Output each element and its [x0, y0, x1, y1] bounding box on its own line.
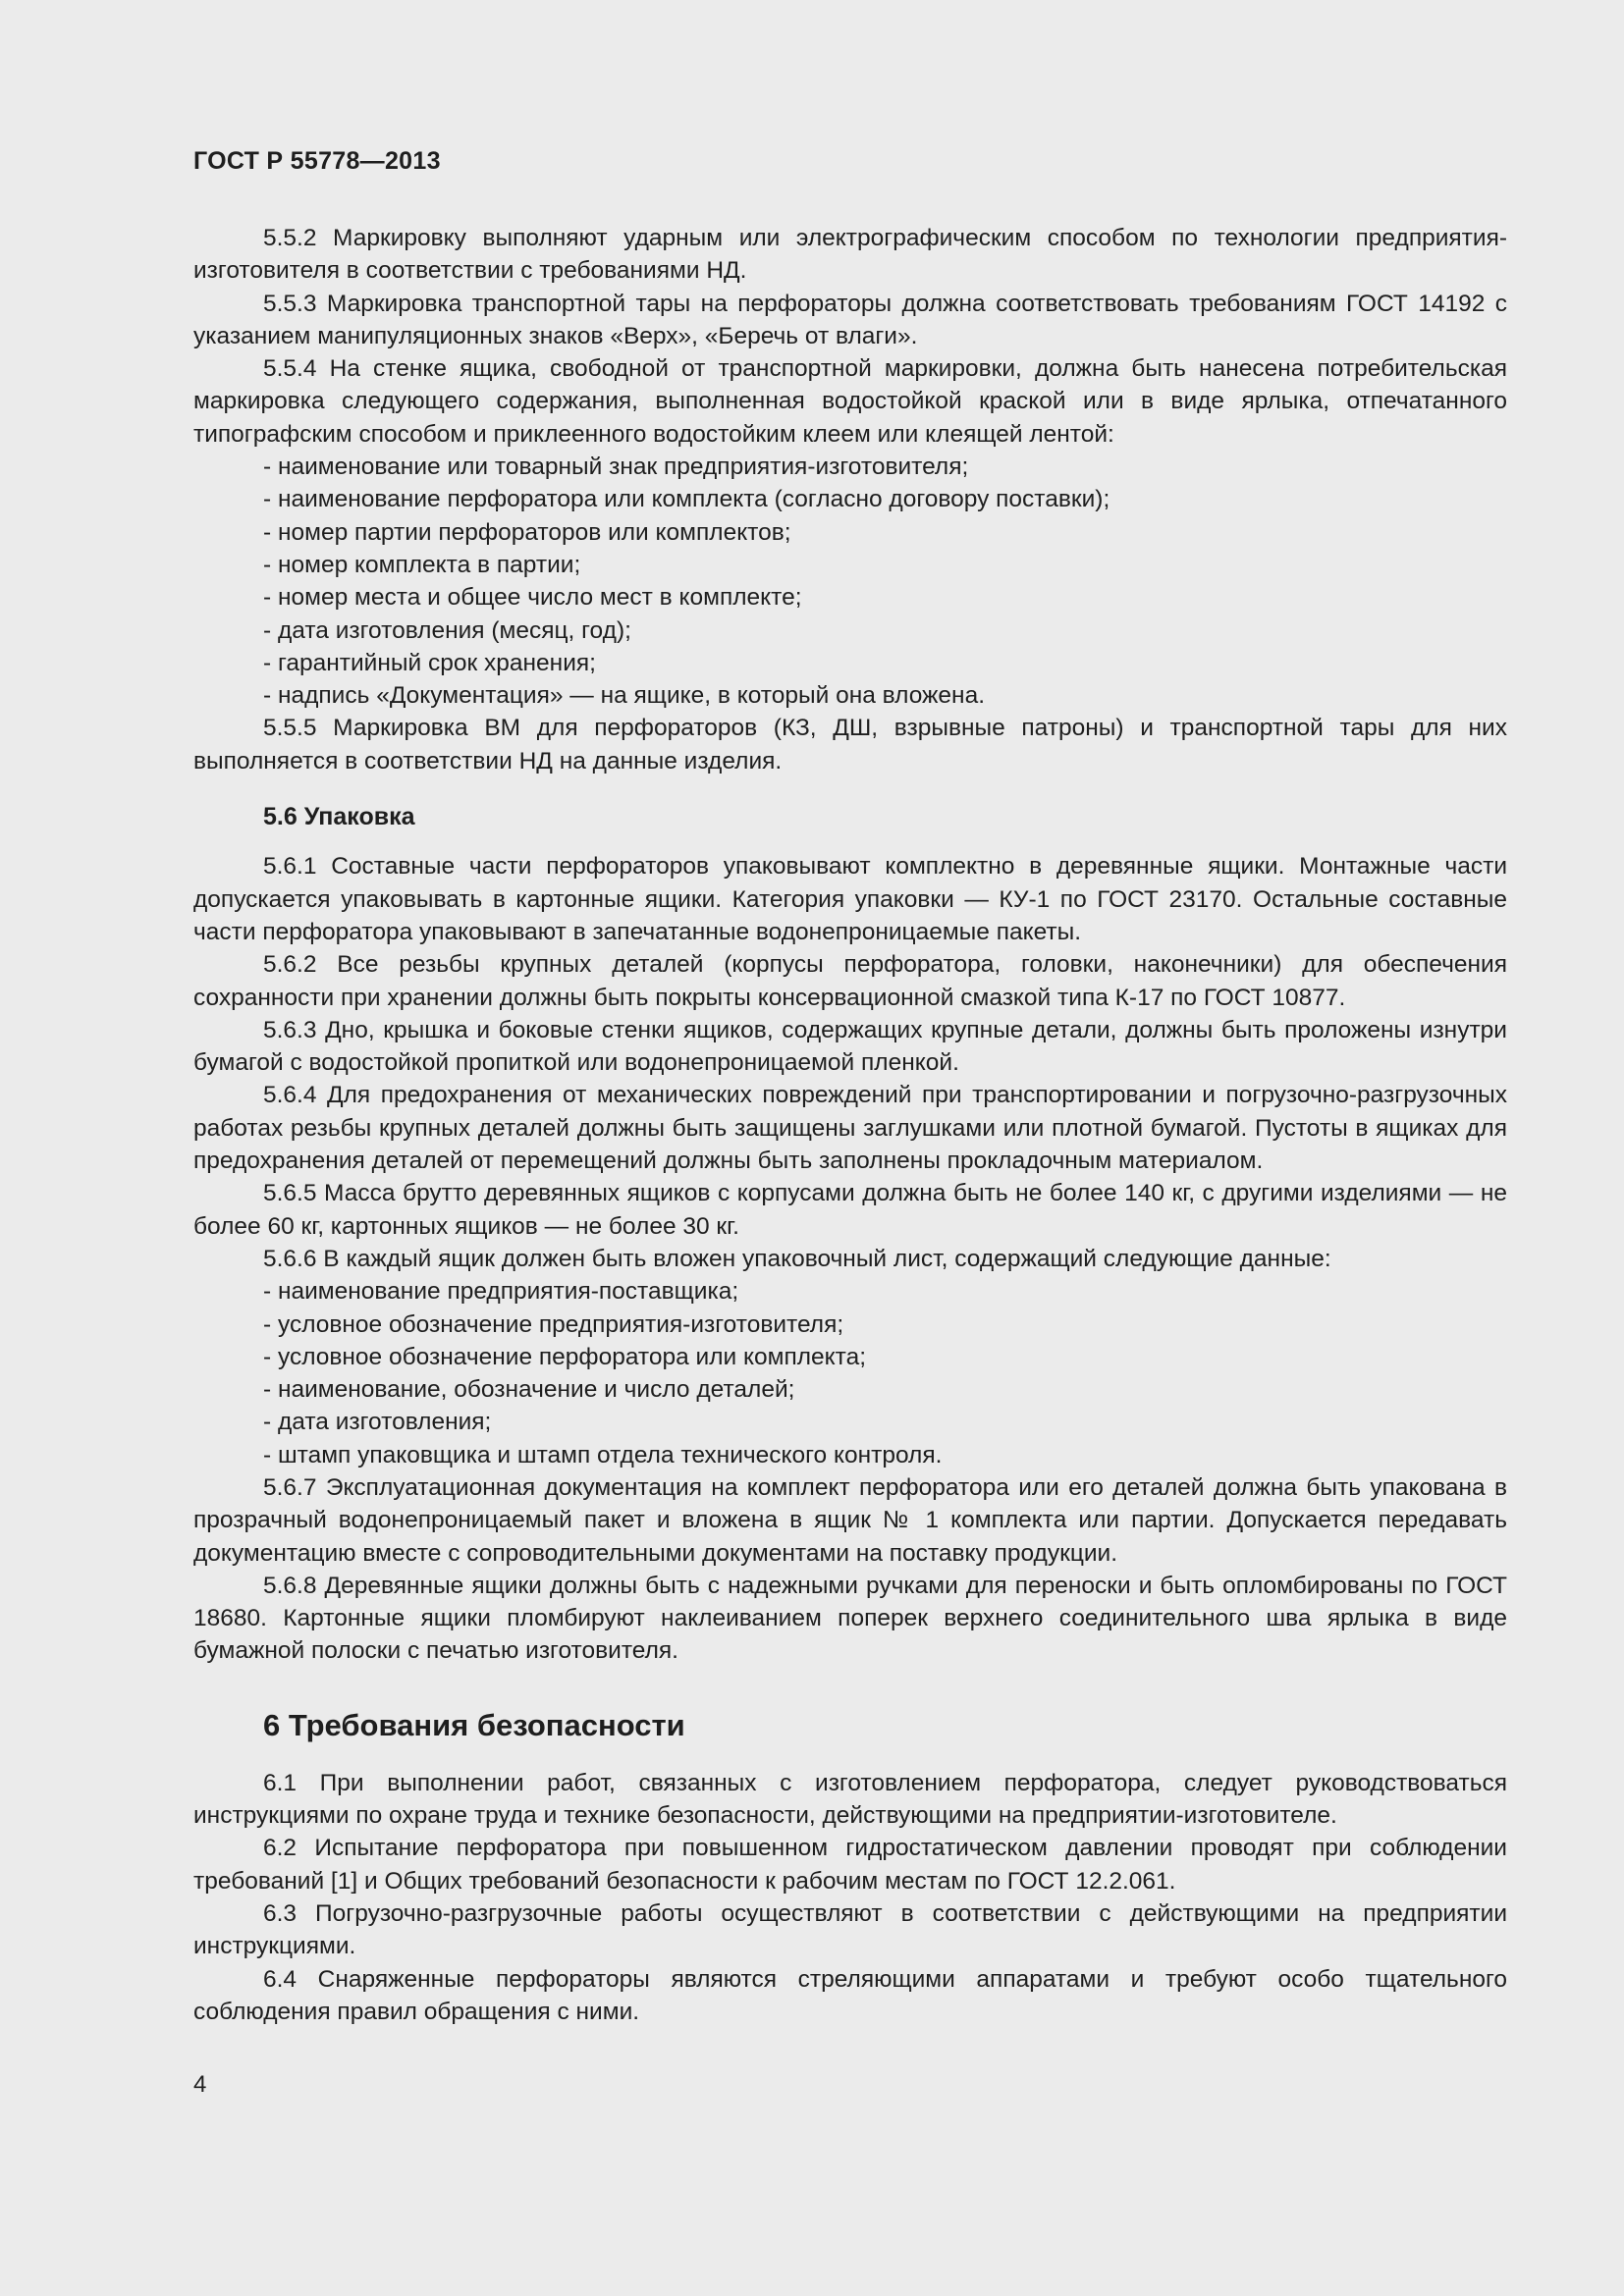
list-item: - наименование перфоратора или комплекта (согласно договору поставки);: [263, 486, 1110, 513]
list-item: - номер партии перфораторов или комплектов;: [263, 518, 791, 546]
list-item: - наименование, обозначение и число деталей;: [263, 1376, 795, 1404]
para-6-1: 6.1 При выполнении работ, связанных с изготовлением перфоратора, следует руководствоваться инструкциями по охране труда и технике безопасности, действующими на предприятии-изготовителе.: [193, 1769, 1507, 1830]
para-5-6-2: 5.6.2 Все резьбы крупных деталей (корпусы перфоратора, головки, наконечники) для обеспечения сохранности при хранении должны быть покрыты консервационной смазкой типа К-17 по ГОСТ 10877.: [193, 951, 1507, 1011]
list-item: - дата изготовления;: [263, 1409, 492, 1436]
para-5-5-5: 5.5.5 Маркировка ВМ для перфораторов (КЗ, ДШ, взрывные патроны) и транспортной тары для них выполняется в соответствии НД на данные изделия.: [193, 715, 1507, 774]
list-item: - гарантийный срок хранения;: [263, 649, 596, 676]
para-6-3: 6.3 Погрузочно-разгрузочные работы осуществляют в соответствии с действующими на предприятии инструкциями.: [193, 1899, 1507, 1960]
page-number: 4: [193, 2071, 207, 2098]
para-5-6-5: 5.6.5 Масса брутто деревянных ящиков с корпусами должна быть не более 140 кг, с другими изделиями — не более 60 кг, картонных ящиков — не более 30 кг.: [193, 1180, 1507, 1240]
list-item: - номер места и общее число мест в комплекте;: [263, 584, 802, 612]
para-5-6-4: 5.6.4 Для предохранения от механических повреждений при транспортировании и погрузочно-разгрузочных работах резьбы крупных деталей должны быть защищены заглушками или плотной бумагой. Пустоты в ящиках для предохранения деталей от перемещений должны быть заполнены прокладочным материалом.: [193, 1082, 1507, 1175]
section-heading-5-6: 5.6 Упаковка: [263, 803, 415, 831]
para-5-6-1: 5.6.1 Составные части перфораторов упаковывают комплектно в деревянные ящики. Монтажные части допускается упаковывать в картонные ящики. Категория упаковки — КУ-1 по ГОСТ 23170. Остальные составные части перфоратора упаковывают в запечатанные водонепроницаемые пакеты.: [193, 853, 1507, 945]
list-item: - надпись «Документация» — на ящике, в который она вложена.: [263, 682, 986, 710]
list-item: - штамп упаковщика и штамп отдела технического контроля.: [263, 1441, 943, 1468]
para-5-5-2: 5.5.2 Маркировку выполняют ударным или электрографическим способом по технологии предприятия-изготовителя в соответствии с требованиями НД.: [193, 225, 1507, 285]
list-item: - номер комплекта в партии;: [263, 551, 581, 578]
para-6-2: 6.2 Испытание перфоратора при повышенном гидростатическом давлении проводят при соблюдении требований [1] и Общих требований безопасности к рабочим местам по ГОСТ 12.2.061.: [193, 1835, 1507, 1895]
list-item: - условное обозначение предприятия-изготовителя;: [263, 1310, 844, 1338]
list-item: - дата изготовления (месяц, год);: [263, 616, 631, 644]
para-5-6-7: 5.6.7 Эксплуатационная документация на комплект перфоратора или его деталей должна быть упакована в прозрачный водонепроницаемый пакет и вложена в ящик № 1 комплекта или партии. Допускается передавать документацию вместе с сопроводительными документами на поставку продукции.: [193, 1473, 1507, 1567]
list-item: - наименование или товарный знак предприятия-изготовителя;: [263, 454, 969, 481]
para-5-6-3: 5.6.3 Дно, крышка и боковые стенки ящиков, содержащих крупные детали, должны быть проложены изнутри бумагой с водостойкой пропиткой или водонепроницаемой пленкой.: [193, 1016, 1507, 1077]
para-5-5-4: 5.5.4 На стенке ящика, свободной от транспортной маркировки, должна быть нанесена потребительская маркировка следующего содержания, выполненная водостойкой краской или в виде ярлыка, отпечатанного типографским способом и приклеенного водостойким клеем или клеящей лентой:: [193, 355, 1507, 448]
document-header: ГОСТ Р 55778—2013: [193, 147, 441, 175]
page-body: [193, 222, 1507, 2028]
list-item: - условное обозначение перфоратора или комплекта;: [263, 1343, 867, 1370]
para-6-4: 6.4 Снаряженные перфораторы являются стреляющими аппаратами и требуют особо тщательного соблюдения правил обращения с ними.: [193, 1965, 1507, 2025]
para-5-5-3: 5.5.3 Маркировка транспортной тары на перфораторы должна соответствовать требованиям ГОСТ 14192 с указанием манипуляционных знаков «Верх», «Беречь от влаги».: [193, 290, 1507, 349]
para-5-6-6: 5.6.6 В каждый ящик должен быть вложен упаковочный лист, содержащий следующие данные:: [263, 1245, 1331, 1272]
para-5-6-8: 5.6.8 Деревянные ящики должны быть с надежными ручками для переноски и быть опломбированы по ГОСТ 18680. Картонные ящики пломбируют наклеиванием поперек верхнего соединительного шва ярлыка в виде бумажной полоски с печатью изготовителя.: [193, 1572, 1507, 1665]
section-heading-6: 6 Требования безопасности: [263, 1707, 685, 1742]
list-item: - наименование предприятия-поставщика;: [263, 1278, 739, 1306]
